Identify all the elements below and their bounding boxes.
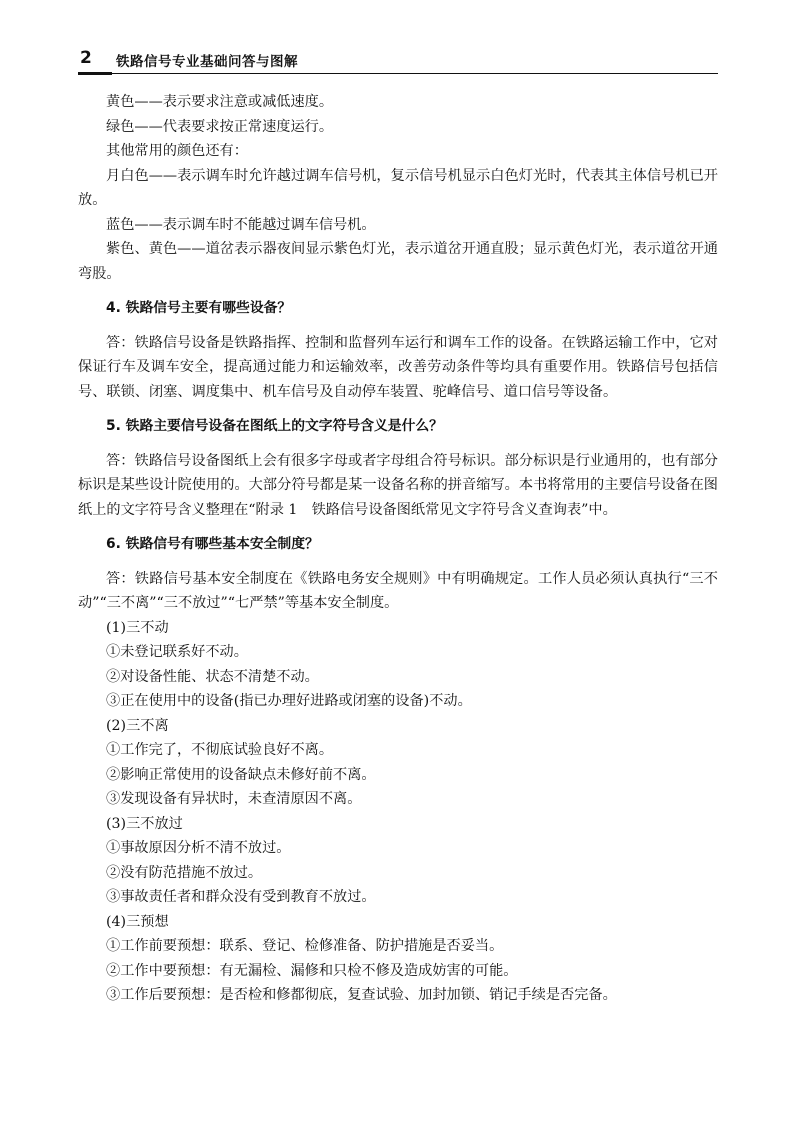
list-item: ③事故责任者和群众没有受到教育不放过。 — [106, 889, 376, 905]
page-header — [78, 48, 718, 72]
list-item: ②对设备性能、状态不清楚不动。 — [106, 668, 319, 685]
color-lunar-white: 月白色——表示调车时允许越过调车信号机，复示信号机显示白色灯光时，代表其主体信号机已开放。 — [78, 167, 718, 208]
question-6-answer: 答：铁路信号基本安全制度在《铁路电务安全规则》中有明确规定。工作人员必须认真执行“三不动”“三不离”“三不放过”“七严禁”等基本安全制度。 — [78, 570, 718, 611]
color-blue: 蓝色——表示调车时不能越过调车信号机。 — [106, 216, 376, 233]
list-item: ①未登记联系好不动。 — [106, 644, 248, 660]
running-title: 铁路信号专业基础问答与图解 — [116, 54, 298, 70]
list-item: ②工作中要预想：有无漏检、漏修和只检不修及造成妨害的可能。 — [106, 962, 518, 979]
other-colors-intro: 其他常用的颜色还有： — [106, 143, 248, 159]
list-item: ③正在使用中的设备(指已办理好进路或闭塞的设备)不动。 — [106, 693, 472, 709]
header-rule — [112, 73, 718, 74]
list-item: ③发现设备有异状时，未查清原因不离。 — [106, 791, 362, 807]
list-item: ②影响正常使用的设备缺点未修好前不离。 — [106, 766, 376, 783]
color-yellow: 黄色——表示要求注意或减低速度。 — [106, 94, 334, 110]
question-5-title: 5. 铁路主要信号设备在图纸上的文字符号含义是什么？ — [106, 418, 443, 434]
list-item: (4)三预想 — [106, 913, 169, 930]
question-4-answer: 答：铁路信号设备是铁路指挥、控制和监督列车运行和调车工作的设备。在铁路运输工作中，它对保证行车及调车安全，提高通过能力和运输效率，改善劳动条件等均具有重要作用。铁路信号包括信号、联锁、闭塞、调度集中、机车信号及自动停车装置、驼峰信号、道口信号等设备。 — [78, 334, 718, 400]
color-green: 绿色——代表要求按正常速度运行。 — [106, 118, 334, 135]
list-item: (2)三不离 — [106, 717, 169, 734]
question-6-title: 6. 铁路信号有哪些基本安全制度？ — [106, 536, 319, 552]
question-5-answer: 答：铁路信号设备图纸上会有很多字母或者字母组合符号标识。部分标识是行业通用的，也有部分标识是某些设计院使用的。大部分符号都是某一设备名称的拼音缩写。本书将常用的主要信号设备在图纸上的文字符号含义整理在“附录 1 铁路信号设备图纸常见文字符号含义查询表”中。 — [78, 452, 718, 518]
page-body — [78, 90, 718, 1008]
page-number: 2 — [80, 48, 92, 68]
list-item: ③工作后要预想：是否检和修都彻底，复查试验、加封加锁、销记手续是否完备。 — [106, 987, 617, 1003]
list-item: (1)三不动 — [106, 619, 169, 636]
list-item: ①工作前要预想：联系、登记、检修准备、防护措施是否妥当。 — [106, 938, 504, 954]
list-item: ②没有防范措施不放过。 — [106, 864, 263, 881]
color-purple-yellow: 紫色、黄色——道岔表示器夜间显示紫色灯光，表示道岔开通直股；显示黄色灯光，表示道岔开通弯股。 — [78, 241, 718, 282]
question-4-title: 4. 铁路信号主要有哪些设备？ — [106, 300, 292, 316]
list-item: (3)三不放过 — [106, 815, 183, 832]
list-item: ①工作完了，不彻底试验良好不离。 — [106, 742, 334, 758]
header-rule-thick — [78, 72, 112, 75]
list-item: ①事故原因分析不清不放过。 — [106, 840, 291, 856]
